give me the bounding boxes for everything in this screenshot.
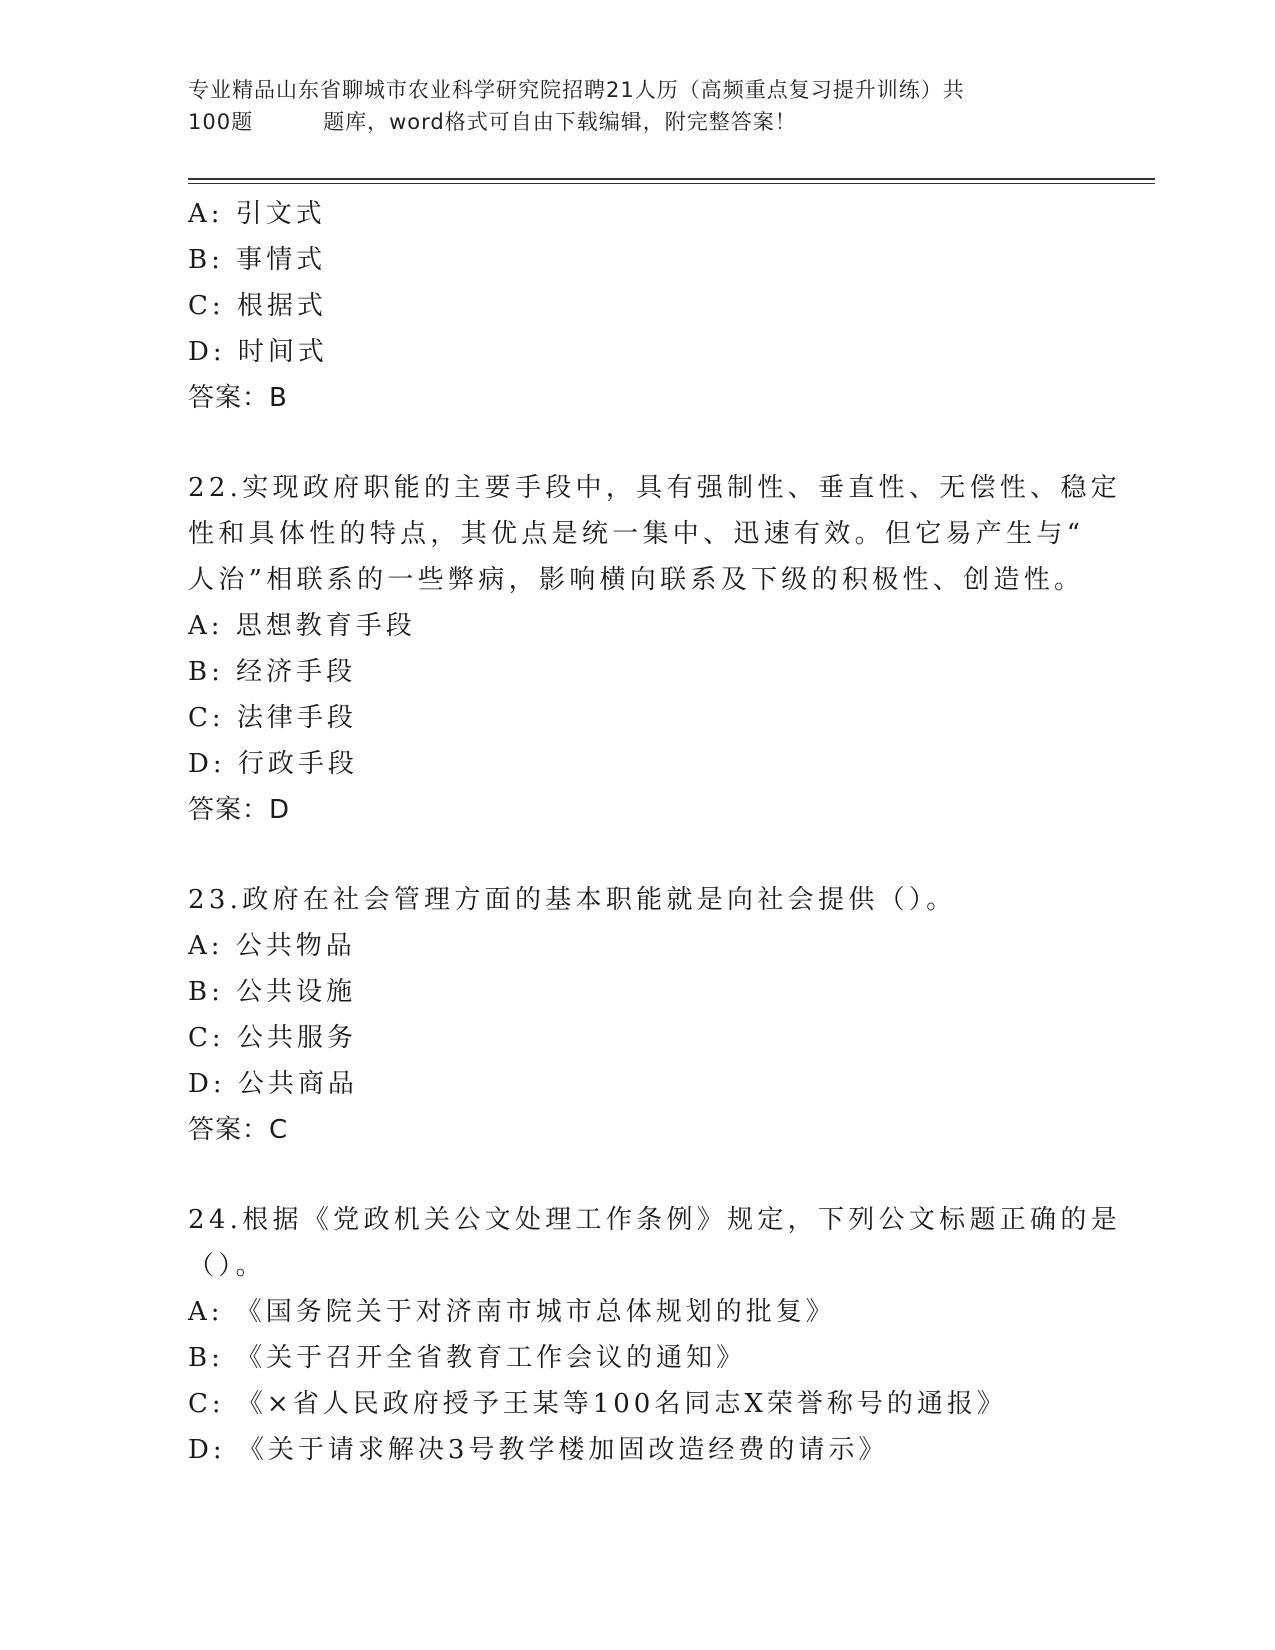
option-d: D: 时间式: [188, 337, 328, 367]
option-a: A: 《国务院关于对济南市城市总体规划的批复》: [188, 1297, 836, 1327]
option-b: B: 《关于召开全省教育工作会议的通知》: [188, 1343, 747, 1373]
option-a: A: 思想教育手段: [188, 611, 416, 641]
option-a: A: 引文式: [188, 199, 326, 229]
option-c: C: 法律手段: [188, 703, 357, 733]
question-23: [188, 877, 1088, 1153]
question-stem: （）。: [188, 1251, 266, 1281]
question-stem: 人治”相联系的一些弊病，影响横向联系及下级的积极性、创造性。: [188, 565, 1085, 595]
header-description: 题库，word格式可自由下载编辑，附完整答案！: [323, 110, 797, 134]
question-stem: 23.政府在社会管理方面的基本职能就是向社会提供（）。: [188, 885, 957, 915]
option-b: B: 事情式: [188, 245, 327, 275]
option-d: D: 《关于请求解决3号教学楼加固改造经费的请示》: [188, 1435, 889, 1465]
question-24: [188, 1197, 1121, 1473]
option-c: C: 公共服务: [188, 1023, 357, 1053]
option-c: C: 《×省人民政府授予王某等100名同志X荣誉称号的通报》: [188, 1389, 1007, 1419]
question-stem: 22.实现政府职能的主要手段中，具有强制性、垂直性、无偿性、稳定: [188, 473, 1121, 503]
option-b: B: 经济手段: [188, 657, 357, 687]
question-stem: 性和具体性的特点，其优点是统一集中、迅速有效。但它易产生与“: [188, 519, 1085, 549]
question-content: [188, 191, 1121, 1473]
question-22: [188, 465, 1121, 833]
option-b: B: 公共设施: [188, 977, 357, 1007]
header-title-line-1: 专业精品山东省聊城市农业科学研究院招聘21人历（高频重点复习提升训练）共: [188, 78, 965, 102]
option-d: D: 行政手段: [188, 749, 358, 779]
option-d: D: 公共商品: [188, 1069, 358, 1099]
header-rule-thin: [188, 183, 1155, 184]
answer: 答案：B: [188, 383, 288, 413]
answer: 答案：C: [188, 1115, 289, 1145]
header-count: 100题: [188, 110, 254, 134]
page-header: [188, 74, 1088, 138]
answer: 答案：D: [188, 795, 291, 825]
option-a: A: 公共物品: [188, 931, 356, 961]
question-stem: 24.根据《党政机关公文处理工作条例》规定，下列公文标题正确的是: [188, 1205, 1121, 1235]
option-c: C: 根据式: [188, 291, 327, 321]
header-rule-thick: [188, 178, 1155, 180]
header-title-line-2: [188, 106, 1088, 138]
question-21-tail: [188, 191, 1088, 421]
